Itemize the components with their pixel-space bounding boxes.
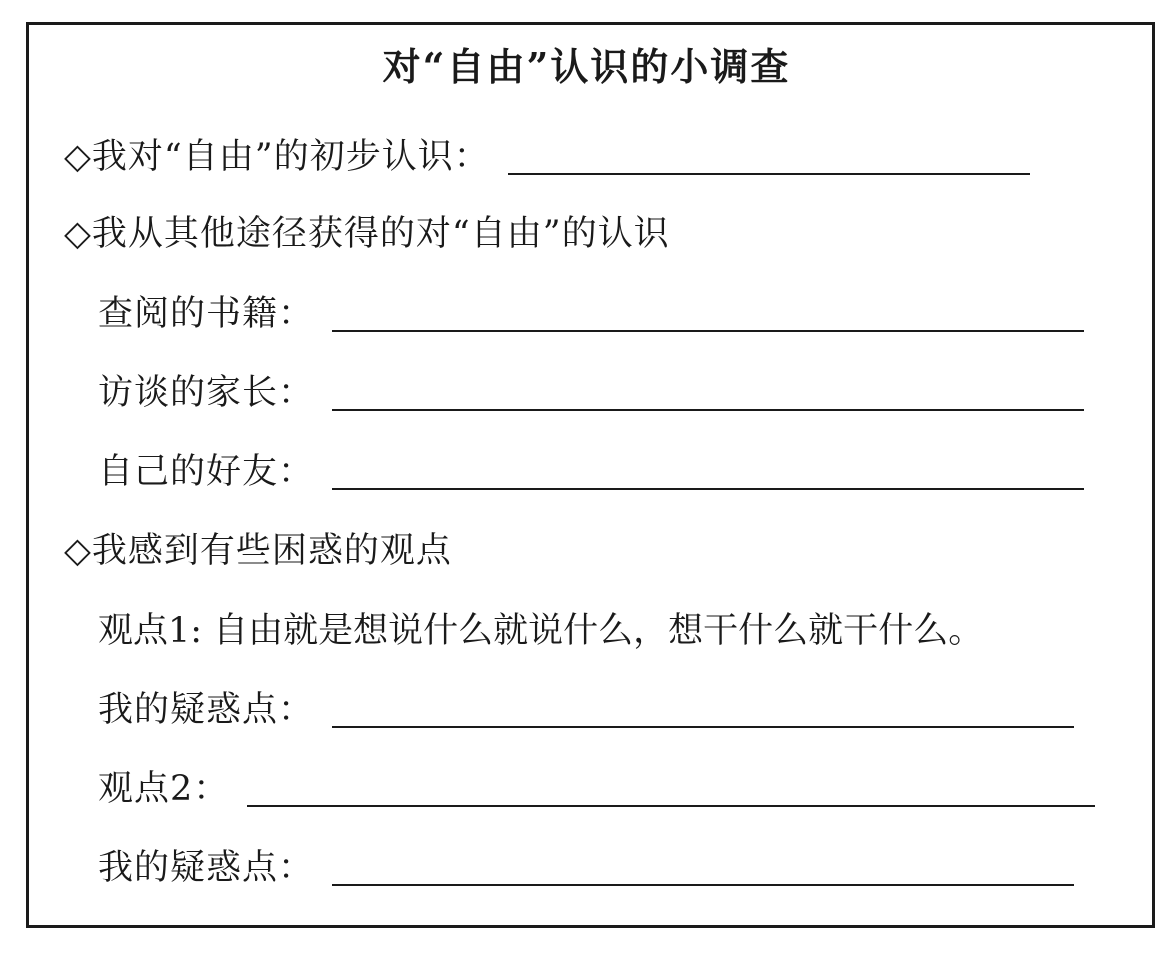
initial-understanding-answer-line[interactable] — [508, 173, 1030, 175]
doubt1-label: 我的疑惑点： — [98, 690, 315, 730]
doubt1-answer-line[interactable] — [332, 726, 1074, 728]
friends-row — [98, 450, 1084, 494]
initial-understanding-row — [64, 135, 1030, 179]
form-title: 对“自由”认识的小调查 — [382, 44, 791, 89]
friends-label: 自己的好友： — [98, 452, 315, 492]
initial-understanding-label: ◇我对“自由”的初步认识： — [64, 137, 490, 177]
doubt1-row — [98, 688, 1074, 732]
confusing-views-heading: ◇我感到有些困惑的观点 — [64, 531, 452, 571]
other-sources-heading-row — [64, 212, 670, 256]
doubt2-answer-line[interactable] — [332, 884, 1074, 886]
parents-row — [98, 371, 1084, 415]
parents-label: 访谈的家长： — [98, 373, 315, 413]
doubt2-label: 我的疑惑点： — [98, 848, 315, 888]
viewpoint2-answer-line[interactable] — [247, 805, 1095, 807]
confusing-views-heading-row — [64, 529, 452, 573]
friends-answer-line[interactable] — [332, 488, 1084, 490]
parents-answer-line[interactable] — [332, 409, 1084, 411]
books-row — [98, 292, 1084, 336]
books-answer-line[interactable] — [332, 330, 1084, 332]
viewpoint2-label: 观点2： — [98, 769, 230, 809]
viewpoint1-text: 观点1: 自由就是想说什么就说什么，想干什么就干什么。 — [98, 611, 984, 651]
books-label: 查阅的书籍： — [98, 294, 315, 334]
viewpoint2-row — [98, 767, 1095, 811]
doubt2-row — [98, 846, 1074, 890]
other-sources-heading: ◇我从其他途径获得的对“自由”的认识 — [64, 214, 670, 254]
viewpoint1-row — [98, 609, 983, 653]
